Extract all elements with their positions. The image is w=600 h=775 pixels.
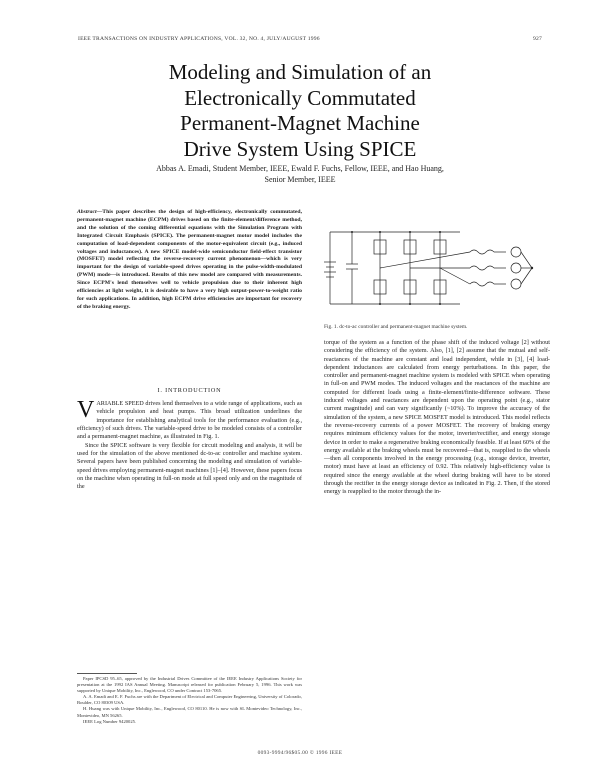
authors-line-2: Senior Member, IEEE bbox=[264, 175, 336, 184]
title-line-3: Permanent-Magnet Machine bbox=[180, 111, 420, 135]
figure-1-circuit-diagram bbox=[310, 212, 550, 322]
intro-paragraph-1 bbox=[77, 397, 302, 442]
drop-cap: V bbox=[77, 397, 95, 423]
title-line-2: Electronically Commutated bbox=[184, 85, 416, 110]
right-column-body bbox=[324, 339, 550, 497]
footnote-paragraph-2: A. A. Emadi and E. F. Fuchs are with the Department of Electrical and Computer Engineering, University of Colorado, Boulder, CO 80309 USA. bbox=[77, 694, 302, 706]
figure-1-caption: Fig. 1. dc-to-ac controller and permanent-magnet machine system. bbox=[324, 324, 468, 330]
introduction-body bbox=[77, 397, 302, 492]
footnote-rule bbox=[77, 673, 137, 674]
intro-paragraph-2: Since the SPICE software is very flexible for circuit modeling and analysis, it will be used for the simulation of the above mentioned dc-to-ac controller and machine system. Several papers have been published concerning the modeling and simulation of variable-speed drives employing permanent-magnet machines [1]–[4]. However, these papers focus on the machine when operating in full-on mode at full speed only and on the magnitude of the bbox=[77, 441, 302, 491]
footnote-paragraph-1: Paper IPCSD 95–65, approved by the Industrial Drives Committee of the IEEE Industry Applications Society for presentation at the 1992 IAS Annual Meeting. Manuscript released for publication February 5, 1996. This work was supported by Unique Mobility, Inc., Englewood, CO under Contract 153-7065. bbox=[77, 676, 302, 694]
circuit-schematic bbox=[310, 212, 550, 322]
abstract bbox=[77, 209, 302, 312]
abstract-text: This paper describes the design of high-efficiency, electronically commutated, permanent-magnet machine (ECPM) drives based on the finite-element/difference method, and the solution of the coming differential equations with the Simulation Program with Integrated Circuit Emphasis (SPICE). The permanent-magnet motor model includes the computation of load-dependent components of the motor-equivalent circuit (e.g., induced voltages and inductances). A new SPICE model-wide semiconductor field-effect transistor (MOSFET) model reflecting the reverse-recovery current phenomenon—which is very important for the design of variable-speed drives operating in the pulse-width-modulated (PWM) mode—is introduced. Results of this new model are compared with measurements. Since ECPM's lend themselves well to vehicle propulsion due to their inherent high efficiencies at light weight, it is desirable to have a very high output-power-to-weight ratio for such applications. In addition, high ECPM drive efficiencies are important for recovery of the braking energy. bbox=[77, 209, 302, 310]
author-list bbox=[60, 163, 540, 185]
page-number: 927 bbox=[533, 36, 542, 42]
paper-title bbox=[60, 60, 540, 162]
title-line-4: Drive System Using SPICE bbox=[183, 136, 417, 161]
footnote-paragraph-4: IEEE Log Number 9420025. bbox=[83, 718, 137, 724]
footnote bbox=[77, 673, 302, 725]
section-heading-introduction: I. INTRODUCTION bbox=[157, 387, 222, 394]
running-header bbox=[78, 36, 542, 42]
footnote-paragraph-3: H. Huang was with Unique Mobility, Inc., Englewood, CO 80110. He is now with SL Montevideo Technology, Inc., Montevideo, MN 56265. bbox=[77, 706, 302, 718]
journal-name: IEEE TRANSACTIONS ON INDUSTRY APPLICATIONS, VOL. 32, NO. 4, JULY/AUGUST 1996 bbox=[78, 36, 320, 42]
abstract-lead: Abstract— bbox=[77, 209, 103, 215]
authors-line-1: Abbas A. Emadi, Student Member, IEEE, Ewald F. Fuchs, Fellow, IEEE, and Hao Huang, bbox=[156, 164, 444, 173]
copyright-footer: 0093-9994/96$05.00 © 1996 IEEE bbox=[257, 750, 343, 756]
intro-paragraph-1-text: ARIABLE SPEED drives lend themselves to a wide range of applications, such as vehicle propulsion and heat pumps. This broad utilization underlines the importance for establishing analytical tools for the performance evaluation (e.g., efficiency) of such drives. The variable-speed drive to be modeled consists of a controller and a permanent-magnet machine, as illustrated in Fig. 1. bbox=[77, 400, 302, 441]
right-column-paragraph: torque of the system as a function of the phase shift of the induced voltage [2] without considering the efficiency of the system. Also, [1], [2] assume that the mutual and self-reactances of the machine are constant and load independent, while in [3], [4] load-dependent inductances are calculated from energy perturbations. In this paper, the controller and permanent-magnet machine system is modeled with SPICE when operating in full-on and PWM modes. The induced voltages and the reactances of the machine are computed for different loads using a finite-element/finite-difference software. These induced voltages and reactances are dependent upon the operating point (e.g., stator current magnitude) and can vary significantly (~10%). To improve the accuracy of the simulation of the system, a new SPICE MOSFET model is introduced. This model reflects the reverse-recovery currents of a power MOSFET. The recovery of braking energy requires minimum efficiency values for the motor, inverter/rectifier, and energy storage device in order to make a regenerative braking economically feasible. If at least 60% of the energy available at the braking wheels must be recovered—that is, reapplied to the wheels—then all components involved in the energy processing (e.g., storage device, inverter, motor) must have at least an efficiency of 0.92. This relatively high-efficiency value is required since the energy available at the wheel during braking will have to be stored through the rectifier in the energy storage device as indicated in Fig. 2. Then, if the stored energy is reapplied to the motor through the in- bbox=[324, 339, 550, 496]
title-line-1: Modeling and Simulation of an bbox=[168, 60, 432, 84]
